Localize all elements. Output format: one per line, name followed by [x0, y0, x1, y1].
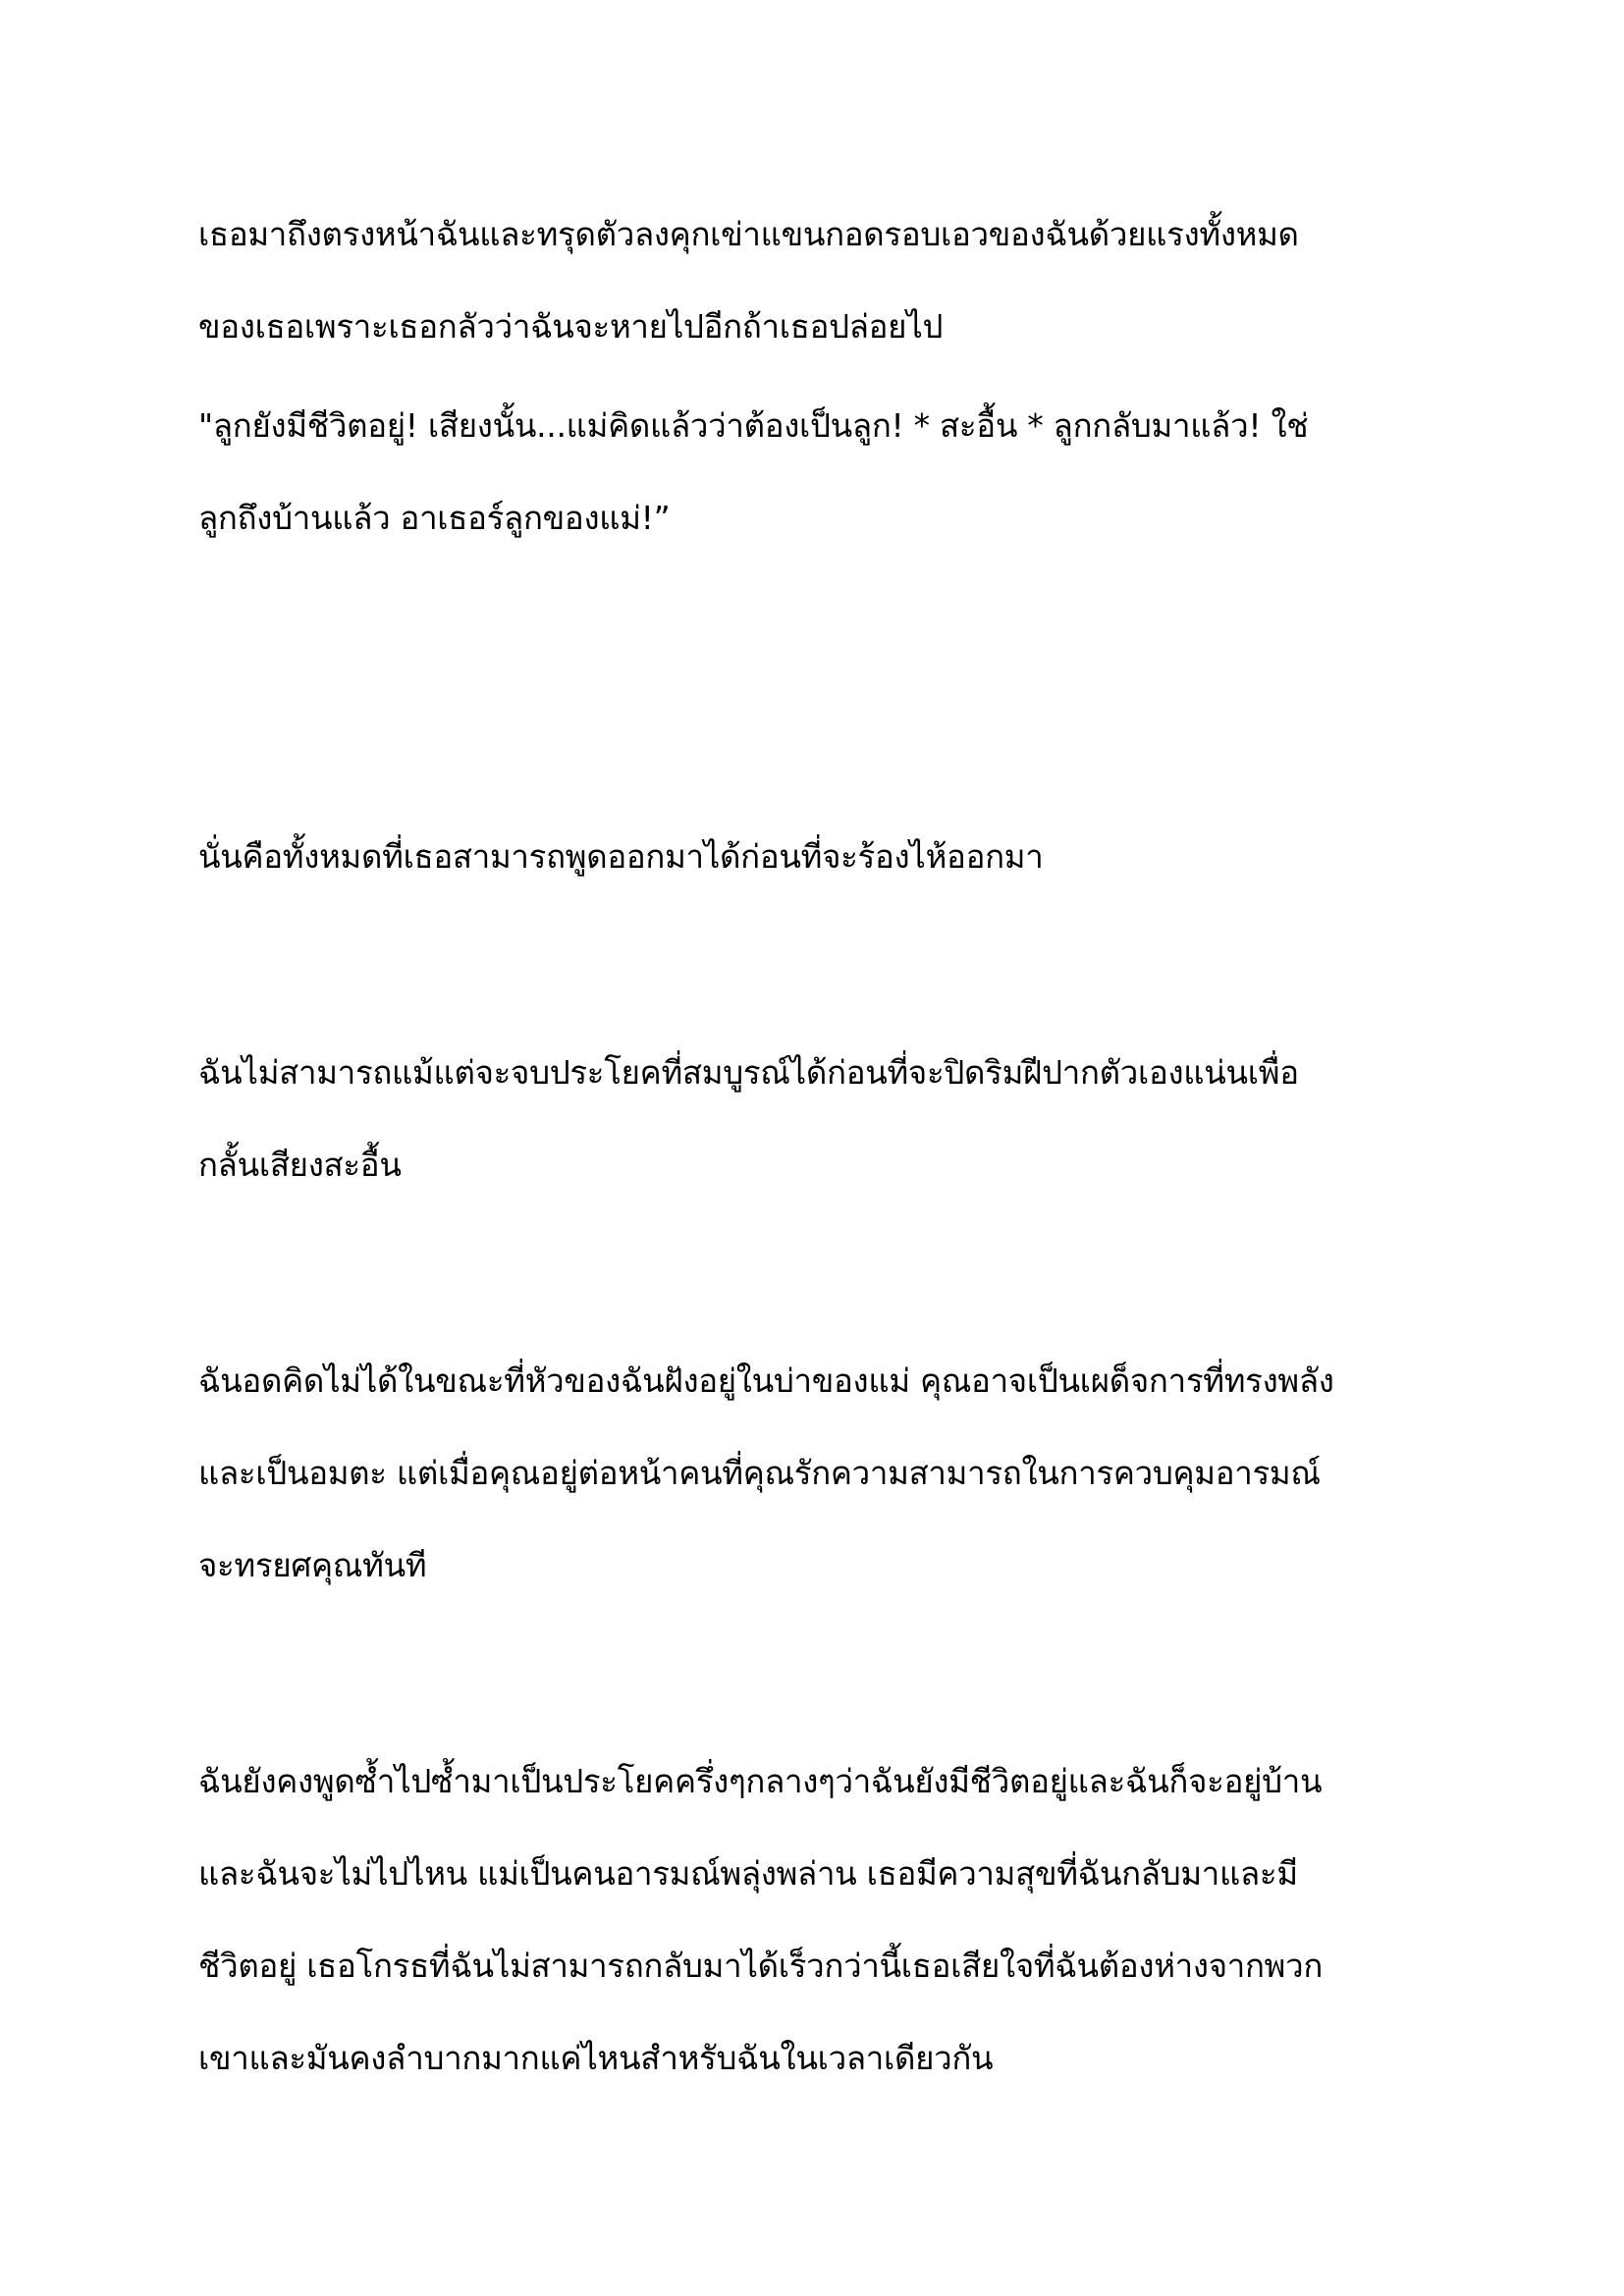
text-line: ฉันไม่สามารถแม้แต่จะจบประโยคที่สมบูรณ์ได้ก่อนที่จะปิดริมฝีปากตัวเองแน่นเพื่อ: [198, 1053, 1299, 1092]
paragraph-2: [198, 380, 1445, 564]
paragraph-3: [198, 811, 1445, 903]
text-line: เขาและมันคงลำบากมากแค่ไหนสำหรับฉันในเวลาเดียวกัน: [198, 2039, 994, 2077]
text-line: ฉันอดคิดไม่ได้ในขณะที่หัวของฉันฝังอยู่ในบ่าของแม่ คุณอาจเป็นเผด็จการที่ทรงพลัง: [198, 1362, 1334, 1400]
paragraph-4: [198, 1027, 1445, 1211]
text-line: ฉันยังคงพูดซ้ำไปซ้ำมาเป็นประโยคครึ่งๆกลางๆว่าฉันยังมีชีวิตอยู่และฉันก็จะอยู่บ้าน: [198, 1762, 1323, 1800]
text-line: ชีวิตอยู่ เธอโกรธที่ฉันไม่สามารถกลับมาได้เร็วกว่านี้เธอเสียใจที่ฉันต้องห่างจากพวก: [198, 1947, 1324, 1985]
text-line: จะทรยศคุณทันที: [198, 1546, 427, 1584]
text-line: ลูกถึงบ้านแล้ว อาเธอร์ลูกของแม่!”: [198, 499, 671, 537]
text-line: และฉันจะไม่ไปไหน แม่เป็นคนอารมณ์พลุ่งพล่าน เธอมีความสุขที่ฉันกลับมาและมี: [198, 1854, 1298, 1893]
text-line: "ลูกยังมีชีวิตอยู่! เสียงนั้น...แม่คิดแล้วว่าต้องเป็นลูก! * สะอื้น * ลูกกลับมาแล้ว! ใช่: [198, 406, 1309, 445]
text-line: นั่นคือทั้งหมดที่เธอสามารถพูดออกมาได้ก่อนที่จะร้องไห้ออกมา: [198, 837, 1044, 876]
paragraph-1: [198, 188, 1445, 373]
paragraph-5: [198, 1335, 1445, 1612]
paragraph-6: [198, 1735, 1445, 2105]
text-line: เธอมาถึงตรงหน้าฉันและทรุดตัวลงคุกเข่าแขนกอดรอบเอวของฉันด้วยแรงทั้งหมด: [198, 215, 1299, 253]
text-line: กลั้นเสียงสะอื้น: [198, 1146, 402, 1184]
text-line: ของเธอเพราะเธอกลัวว่าฉันจะหายไปอีกถ้าเธอปล่อยไป: [198, 307, 944, 346]
text-line: และเป็นอมตะ แต่เมื่อคุณอยู่ต่อหน้าคนที่คุณรักความสามารถในการควบคุมอารมณ์: [198, 1454, 1321, 1492]
